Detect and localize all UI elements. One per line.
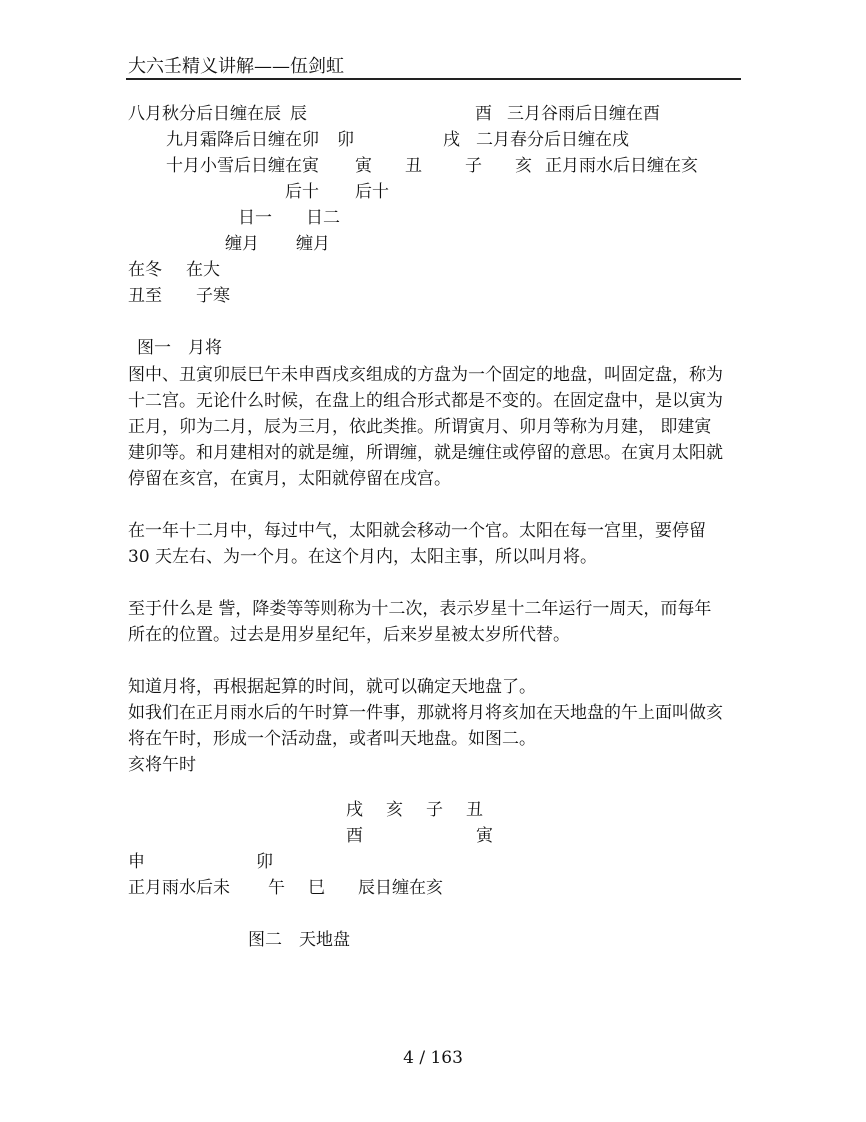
fig2-row4-cell: 午	[268, 878, 285, 898]
body-paragraph-2: 在一年十二月中，每过中气，太阳就会移动一个官。太阳在每一宫里，要停留 30 天左右、为一个月。在这个月内，太阳主事，所以叫月将。	[128, 521, 706, 567]
fig1-row1-left: 八月秋分后日缠在辰	[128, 104, 281, 124]
fig1-row3-right: 正月雨水后日缠在亥	[545, 156, 698, 176]
fig2-row2-right: 寅	[476, 826, 493, 846]
fig1-vertical-text: 在冬	[128, 260, 162, 280]
fig2-row3-right: 卯	[256, 852, 273, 872]
figure-2-caption: 图二 天地盘	[248, 930, 350, 950]
body-paragraph-4: 知道月将，再根据起算的时间，就可以确定天地盘了。	[128, 677, 536, 697]
fig2-top-cell: 戌	[346, 800, 363, 820]
fig1-vertical-text: 日一	[238, 208, 272, 228]
page-number: 4 / 163	[403, 1048, 463, 1068]
fig1-vertical-text: 在大	[186, 260, 220, 280]
fig1-vertical-text: 后十	[285, 182, 319, 202]
fig1-row2-branch-right: 戌	[443, 130, 460, 150]
fig1-vertical-text: 缠月	[225, 234, 259, 254]
fig2-top-cell: 子	[426, 800, 443, 820]
body-paragraph-6: 亥将午时	[128, 755, 196, 775]
header-rule	[126, 78, 741, 80]
fig1-vertical-text: 缠月	[296, 234, 330, 254]
fig1-vertical-text: 日二	[306, 208, 340, 228]
body-paragraph-3: 至于什么是 訾，降娄等等则称为十二次，表示岁星十二年运行一周天，而每年所在的位置。过去是用岁星纪年，后来岁星被太岁所代替。	[128, 599, 712, 645]
fig1-row1-right: 三月谷雨后日缠在酉	[507, 104, 660, 124]
fig2-row4-cell: 巳	[308, 878, 325, 898]
fig1-row1-branch-right: 酉	[475, 104, 492, 124]
document-header-title: 大六壬精义讲解——伍剑虹	[128, 56, 344, 77]
body-paragraph-1: 图中、丑寅卯辰巳午未申酉戌亥组成的方盘为一个固定的地盘，叫固定盘，称为十二宫。无论什么时候，在盘上的组合形式都是不变的。在固定盘中，是以寅为正月，卯为二月，辰为三月，依此类推。所谓寅月、卯月等称为月建， 即建寅建卯等。和月建相对的就是缠，所谓缠，就是缠住或停留的意思。在寅月太阳就停留在亥宫，在寅月，太阳就停留在戌宫。	[128, 365, 723, 489]
fig1-row3-cell: 子	[465, 156, 482, 176]
fig2-row2-left: 酉	[346, 826, 363, 846]
fig2-top-cell: 丑	[466, 800, 483, 820]
fig2-row4-right: 辰日缠在亥	[358, 878, 443, 898]
fig1-row1-branch-left: 辰	[290, 104, 307, 124]
fig1-row2-right: 二月春分后日缠在戌	[476, 130, 629, 150]
fig1-row3-cell: 亥	[515, 156, 532, 176]
fig1-row3-cell: 丑	[405, 156, 422, 176]
fig1-vertical-text: 后十	[355, 182, 389, 202]
fig1-row3-left: 十月小雪后日缠在寅	[166, 156, 319, 176]
fig1-row2-branch-left: 卯	[337, 130, 354, 150]
fig2-row4-left: 正月雨水后未	[128, 878, 230, 898]
fig1-row3-cell: 寅	[355, 156, 372, 176]
body-paragraph-5: 如我们在正月雨水后的午时算一件事，那就将月将亥加在天地盘的午上面叫做亥将在午时，形成一个活动盘，或者叫天地盘。如图二。	[128, 703, 723, 749]
fig2-top-cell: 亥	[386, 800, 403, 820]
fig2-row3-left: 申	[128, 852, 145, 872]
figure-1-caption: 图一 月将	[137, 338, 222, 358]
fig1-row2-left: 九月霜降后日缠在卯	[166, 130, 319, 150]
fig1-vertical-text: 丑至	[128, 286, 162, 306]
fig1-vertical-text: 子寒	[196, 286, 230, 306]
